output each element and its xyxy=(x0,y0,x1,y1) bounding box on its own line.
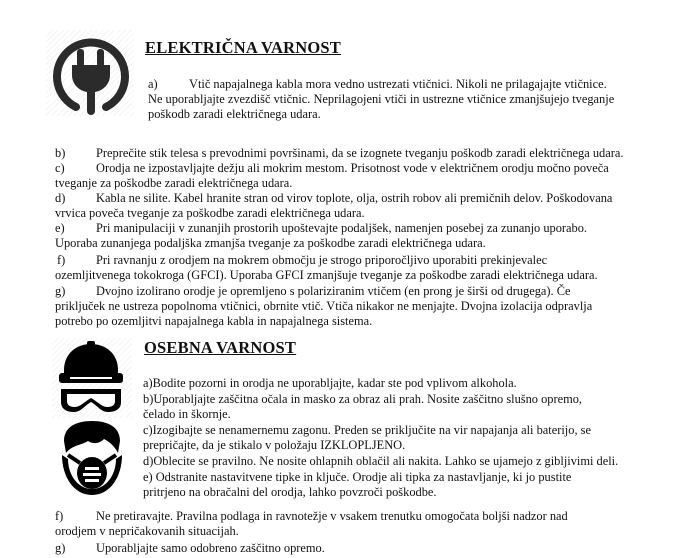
item-text: Oblecite se pravilno. Ne nosite ohlapnih oblačil ali nakita. Lahko se ujamejo z gibljivimi deli. xyxy=(153,454,619,468)
electrical-item-c xyxy=(55,161,609,176)
personal-item-g xyxy=(55,541,325,556)
item-label: c) xyxy=(55,161,65,175)
hard-hat-goggles-icon xyxy=(56,340,126,414)
item-label: b) xyxy=(143,392,154,406)
item-label: a) xyxy=(148,77,158,91)
item-text: Pri ravnanju z orodjem na mokrem območju je strogo priporočljivo uporabiti prekinjevalec xyxy=(96,253,548,267)
item-text: Pri manipulaciji v zunanjih prostorih upoštevajte podaljšek, namenjen posebej za zunanjo uporabo. xyxy=(96,221,588,235)
item-text: Ne pretiravajte. Pravilna podlaga in ravnotežje v vsakem trenutku omogočata boljši nadzor nad xyxy=(96,509,568,523)
personal-item-f xyxy=(55,509,568,524)
electrical-item-f xyxy=(57,253,547,268)
item-text: Kabla ne silite. Kabel hranite stran od virov toplote, olja, ostrih robov ali premičnih delov. Poškodovana xyxy=(96,191,613,205)
item-text: Uporabljajte zaščitna očala in masko za obraz ali prah. Nosite zaščitno slušno opremo, xyxy=(153,392,583,406)
item-label: g) xyxy=(55,284,66,298)
electrical-item-d xyxy=(55,191,612,206)
item-label: f) xyxy=(55,509,64,523)
electrical-item-a-cont: poškodb zaradi električnega udara. xyxy=(148,107,321,121)
personal-item-e xyxy=(143,470,571,485)
electrical-item-d-cont: vrvica poveča tveganje za poškodbe zaradi električnega udara. xyxy=(55,206,365,220)
electrical-item-c-cont: tveganje za poškodbe zaradi električnega udara. xyxy=(55,176,293,190)
item-label: b) xyxy=(55,146,66,160)
electrical-item-a-cont: Ne uporabljajte zvezdišč vtičnic. Neprilagojeni vtiči in ustrezne vtičnice zmanjšujejo tveganje xyxy=(148,92,615,106)
electrical-item-e-cont: Uporaba zunanjega podaljška zmanjša tveganje za poškodbe zaradi električnega udara. xyxy=(55,236,486,250)
item-label: e) xyxy=(55,221,65,235)
section-title-electrical-safety: ELEKTRIČNA VARNOST xyxy=(145,38,342,57)
item-text: Preprečite stik telesa s prevodnimi površinami, da se izognete tveganju poškodb zaradi električnega udara. xyxy=(96,146,624,160)
item-label: a) xyxy=(143,376,153,390)
item-text: Odstranite nastavitvene tipke in ključe. Orodje ali tipka za nastavljanje, ki jo pustite xyxy=(152,470,572,484)
dust-mask-face-icon xyxy=(58,419,126,497)
plug-icon xyxy=(50,31,132,115)
electrical-item-b xyxy=(55,146,623,161)
item-label: g) xyxy=(55,541,66,555)
item-label: d) xyxy=(143,454,154,468)
personal-item-c xyxy=(143,423,591,438)
item-label: e) xyxy=(143,470,153,484)
personal-item-b-cont: čelado in škornje. xyxy=(143,407,231,421)
personal-item-d xyxy=(143,454,618,469)
electrical-item-g-cont: potrebo po ozemljitvi napajalnega kabla in napajalnega sistema. xyxy=(55,314,373,328)
personal-item-c-cont: prepričajte, da je stikalo v položaju IZKLOPLJENO. xyxy=(143,438,406,452)
item-text: Vtič napajalnega kabla mora vedno ustrezati vtičnici. Nikoli ne prilagajajte vtičnice. xyxy=(189,77,607,91)
item-text: Dvojno izolirano orodje je opremljeno s polariziranim vtičem (en prong je širši od drugega). Če xyxy=(96,284,571,298)
electrical-item-g xyxy=(55,284,571,299)
personal-item-e-cont: pritrjeno na obračalni del orodja, lahko povzroči poškodbe. xyxy=(143,485,437,499)
personal-item-f-cont: orodjem v nepričakovanih situacijah. xyxy=(55,524,239,538)
item-label: d) xyxy=(55,191,66,205)
item-label: f) xyxy=(57,253,66,267)
personal-item-a xyxy=(143,376,517,391)
section-title-personal-safety: OSEBNA VARNOST xyxy=(144,338,297,357)
electrical-item-f-cont: ozemljitvenega tokokroga (GFCI). Uporaba GFCI zmanjšuje tveganje za poškodbe zaradi električnega udara. xyxy=(55,268,598,282)
item-text: Orodja ne izpostavljajte dežju ali mokrim mestom. Prisotnost vode v električnem orodju močno poveča xyxy=(96,161,609,175)
electrical-item-e xyxy=(55,221,587,236)
item-label: c) xyxy=(143,423,153,437)
electrical-item-g-cont: priključek ne ustreza popolnoma vtičnici, obrnite vtič. Vtiča nikakor ne menjajte. Dvojna izolacija odpravlja xyxy=(55,299,593,313)
electrical-item-a xyxy=(148,77,607,92)
item-text: Izogibajte se nenamernemu zagonu. Preden se priključite na vir napajanja ali baterijo, se xyxy=(152,423,591,437)
personal-item-b xyxy=(143,392,582,407)
item-text: Uporabljajte samo odobreno zaščitno opremo. xyxy=(96,541,325,555)
item-text: Bodite pozorni in orodja ne uporabljajte, kadar ste pod vplivom alkohola. xyxy=(152,376,517,390)
